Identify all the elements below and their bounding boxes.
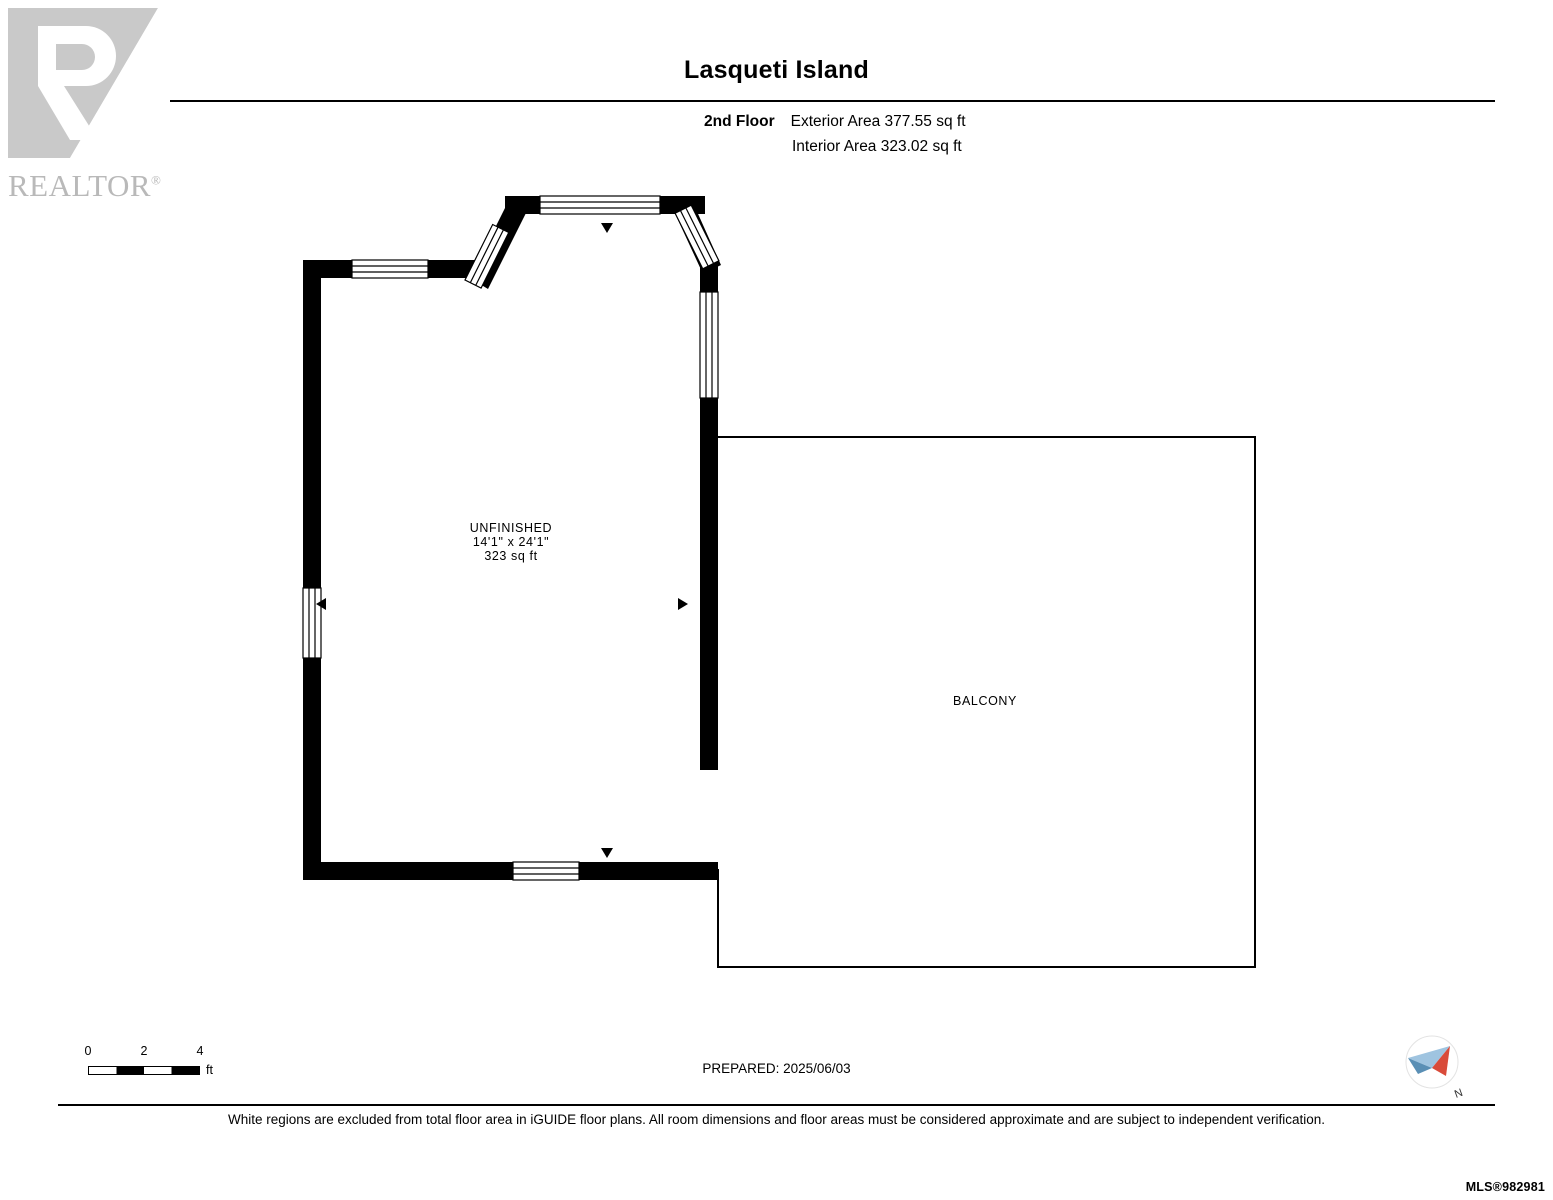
- footer-divider: [58, 1104, 1495, 1106]
- realtor-wordmark: [8, 168, 161, 204]
- floor-label: 2nd Floor: [704, 113, 775, 130]
- room-label-balcony: [880, 694, 1090, 708]
- disclaimer-text: White regions are excluded from total floor area in iGUIDE floor plans. All room dimensions and floor areas must be considered approximate and are subject to independent verification.: [227, 1112, 1326, 1127]
- prepared-date: PREPARED: 2025/06/03: [702, 1061, 851, 1076]
- compass-rose-icon: [1398, 1028, 1474, 1104]
- scale-tick-0: 0: [84, 1044, 92, 1058]
- realtor-logo: [8, 8, 193, 203]
- scale-tick-4: 4: [196, 1044, 204, 1058]
- scale-tick-2: 2: [140, 1044, 148, 1058]
- arrow-right-east: [678, 598, 688, 610]
- floor-info: [704, 109, 966, 159]
- realtor-wordmark-text: REALTOR: [8, 168, 152, 203]
- exterior-area: Exterior Area 377.55 sq ft: [790, 113, 966, 130]
- page-title: Lasqueti Island: [684, 56, 869, 84]
- floor-area-line-1: [704, 109, 966, 134]
- room-dimensions: 14'1" x 24'1": [472, 535, 550, 549]
- interior-area: Interior Area 323.02 sq ft: [792, 138, 962, 155]
- header-divider: [170, 100, 1495, 102]
- compass-north-label: N: [1452, 1086, 1465, 1101]
- room-name: UNFINISHED: [469, 521, 553, 535]
- arrow-left-west: [316, 598, 326, 610]
- registered-mark: ®: [151, 172, 162, 188]
- room-area: 323 sq ft: [484, 549, 538, 563]
- arrow-down-south: [601, 848, 613, 858]
- room-name: BALCONY: [953, 694, 1017, 708]
- mls-number: MLS®982981: [1465, 1180, 1545, 1194]
- arrow-down-top: [601, 223, 613, 233]
- scale-ticks: [82, 1044, 222, 1060]
- room-label-unfinished: [406, 521, 616, 563]
- scale-unit-label: ft: [206, 1063, 213, 1077]
